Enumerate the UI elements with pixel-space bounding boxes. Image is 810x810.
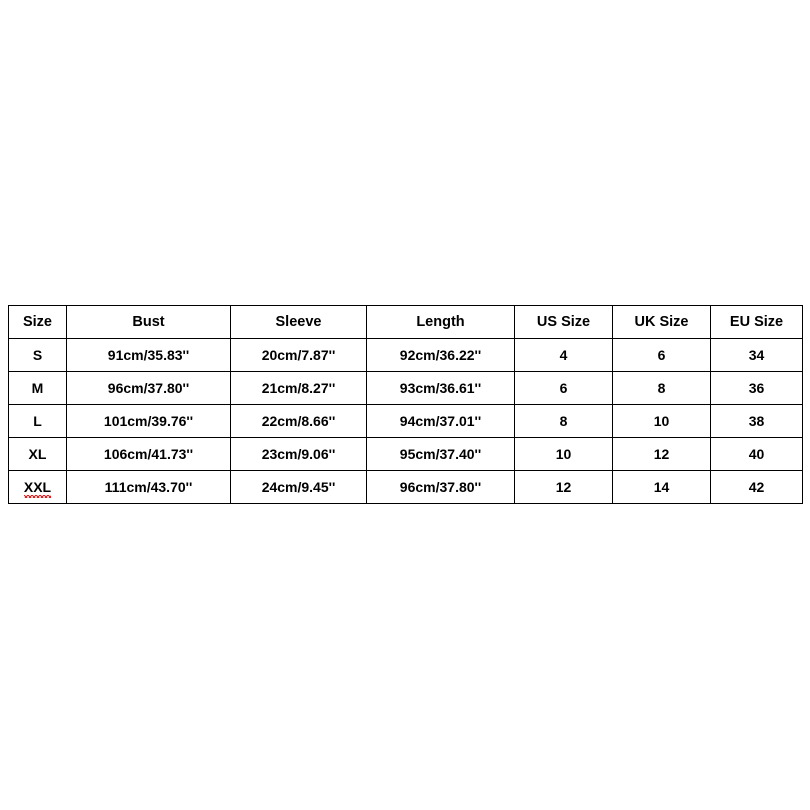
size-chart-container	[8, 305, 802, 504]
size-chart-table	[8, 305, 803, 504]
cell-eu-size: 34	[711, 339, 803, 372]
cell-length: 95cm/37.40''	[367, 438, 515, 471]
cell-sleeve: 22cm/8.66''	[231, 405, 367, 438]
table-row	[9, 438, 803, 471]
cell-us-size: 12	[515, 471, 613, 504]
column-header-us-size: US Size	[515, 306, 613, 339]
table-row	[9, 405, 803, 438]
cell-size: L	[9, 405, 67, 438]
cell-uk-size: 6	[613, 339, 711, 372]
column-header-uk-size: UK Size	[613, 306, 711, 339]
cell-bust: 106cm/41.73''	[67, 438, 231, 471]
column-header-eu-size: EU Size	[711, 306, 803, 339]
cell-eu-size: 42	[711, 471, 803, 504]
cell-size: S	[9, 339, 67, 372]
cell-us-size: 10	[515, 438, 613, 471]
column-header-bust: Bust	[67, 306, 231, 339]
cell-sleeve: 24cm/9.45''	[231, 471, 367, 504]
cell-bust: 91cm/35.83''	[67, 339, 231, 372]
cell-us-size: 8	[515, 405, 613, 438]
cell-sleeve: 23cm/9.06''	[231, 438, 367, 471]
column-header-length: Length	[367, 306, 515, 339]
cell-uk-size: 10	[613, 405, 711, 438]
cell-size-text: XXL	[23, 478, 52, 495]
column-header-sleeve: Sleeve	[231, 306, 367, 339]
cell-size: XL	[9, 438, 67, 471]
table-row	[9, 339, 803, 372]
cell-bust: 101cm/39.76''	[67, 405, 231, 438]
cell-uk-size: 12	[613, 438, 711, 471]
cell-sleeve: 21cm/8.27''	[231, 372, 367, 405]
cell-length: 93cm/36.61''	[367, 372, 515, 405]
column-header-size: Size	[9, 306, 67, 339]
cell-length: 92cm/36.22''	[367, 339, 515, 372]
cell-eu-size: 36	[711, 372, 803, 405]
table-header-row	[9, 306, 803, 339]
cell-length: 96cm/37.80''	[367, 471, 515, 504]
cell-eu-size: 40	[711, 438, 803, 471]
cell-bust: 96cm/37.80''	[67, 372, 231, 405]
cell-uk-size: 14	[613, 471, 711, 504]
table-row	[9, 471, 803, 504]
cell-uk-size: 8	[613, 372, 711, 405]
cell-bust: 111cm/43.70''	[67, 471, 231, 504]
cell-sleeve: 20cm/7.87''	[231, 339, 367, 372]
cell-size	[9, 471, 67, 504]
cell-length: 94cm/37.01''	[367, 405, 515, 438]
cell-us-size: 6	[515, 372, 613, 405]
cell-eu-size: 38	[711, 405, 803, 438]
cell-us-size: 4	[515, 339, 613, 372]
cell-size: M	[9, 372, 67, 405]
table-row	[9, 372, 803, 405]
